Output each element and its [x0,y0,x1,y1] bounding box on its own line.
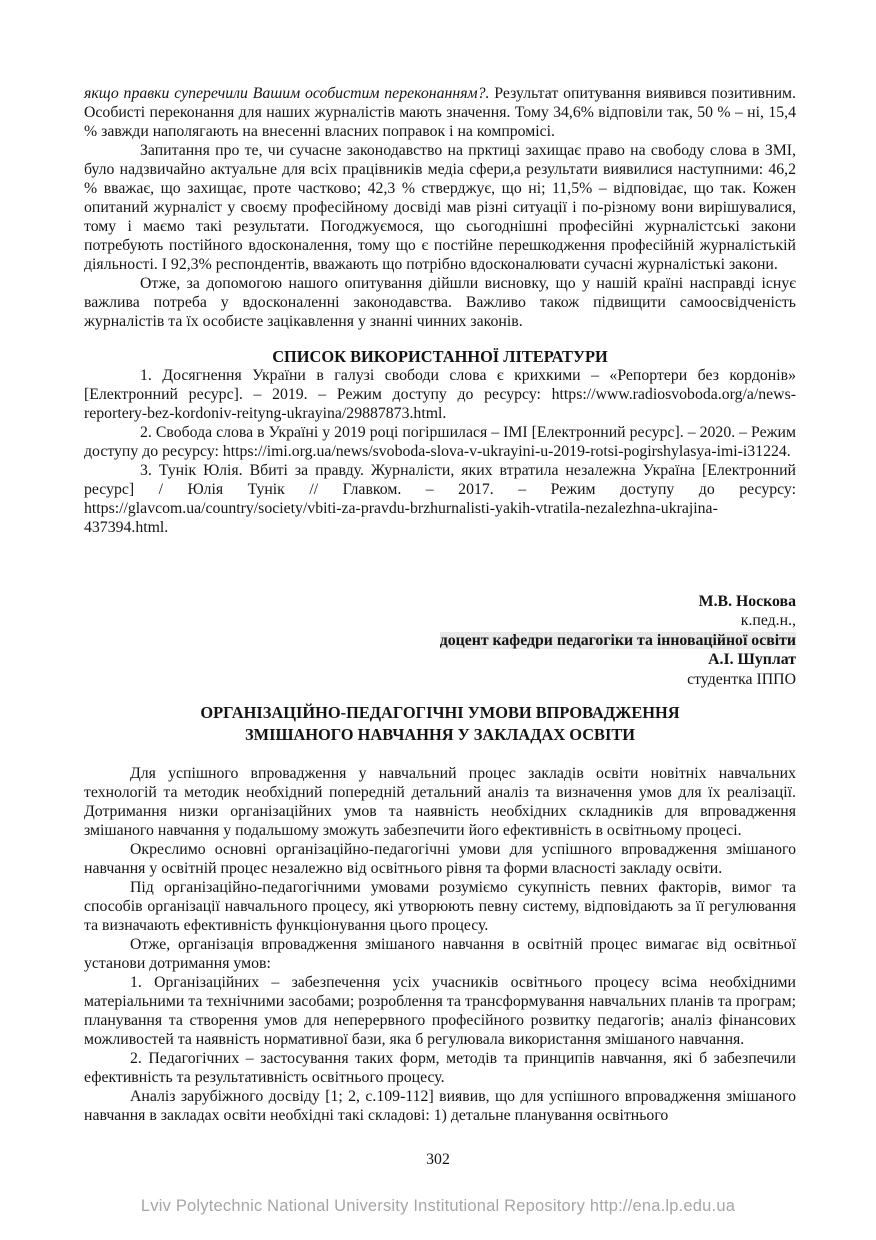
author-name-shuplat: А.І. Шуплат [708,651,796,669]
intro-paragraph-3: Отже, за допомогою нашого опитування дійшли висновку, що у нашій країні насправді існує важлива потреба у вдосконаленні законодавства. Важливо також підвищити самоосвідченість журналістів та їх особисте зацікавлення у знанні чинних законів. [84,275,796,330]
author-status: студентка ІППО [687,670,796,688]
intro-paragraph-2: Запитання про те, чи сучасне законодавство на прктиці захищає право на свободу слова в ЗМІ, було надзвичайно актуальне для всіх працівників медіа сфери,а результати виявилися наступними: 46,2 % вважає, що захищає, проте частково; 42,3 % стверджує, що ні; 11,5% – відповідає, що так. Кожен опитаний журналіст у своєму професійному досвіді мав різні ситуації і по-різному вони вирішувалися, тому і маємо такі результати. Погоджуємося, що сьогоднішні професійні журналістські закони потребують постійного вдосконалення, тому що є постійне перешкодження професійній журналістькій діяльності. І 92,3% респондентів, вважають що потрібно вдосконалювати сучасні журналістькі закони. [84,142,796,273]
references-heading: СПИСОК ВИКОРИСТАННОЇ ЛІТЕРАТУРИ [272,347,608,366]
page-content [84,84,796,1125]
author-block [84,592,796,689]
reference-item-2: 2. Свобода слова в Україні у 2019 році погіршилася – ІМІ [Електронний ресурс]. – 2020. – Режим доступу до ресурсу: https://imi.org.ua/news/svoboda-slova-v-ukrayini-u-2019-rotsi-pogirshylasya-imi-i31224. [84,424,796,460]
article-title-line-2: ЗМІШАНОГО НАВЧАННЯ У ЗАКЛАДАХ ОСВІТИ [244,725,636,745]
reference-item-1: 1. Досягнення України в галузі свободи слова є крихкими – «Репортери без кордонів» [Електронний ресурс]. – 2019. – Режим доступу до ресурсу: https://www.radiosvoboda.org/a/news-reportery-bez-kordoniv-reityng-ukrayina/29887873.html. [84,367,796,422]
author-degree: к.пед.н., [740,612,796,630]
body-paragraph-4: Отже, організація впровадження змішаного навчання в освітній процес вимагає від освітньої установи дотримання умов: [84,936,796,973]
author-position [84,631,796,650]
intro-paragraph-1-rest: Результат опитування виявився позитивним. Особисті переконання для наших журналістів мають значення. Тому 34,6% відповіли так, 50 % – ні, 15,4 % завжди наполягають на внесенні власних поправок і на компромісі. [84,85,796,140]
intro-italic-lead: якщо правки суперечили Вашим особистим переконанням?. [84,85,490,102]
highlighted-position-text: доцент кафедри педагогіки та інноваційної освіти [439,631,796,649]
body-paragraph-2: Окреслимо основні організаційно-педагогічні умови для успішного впровадження змішаного навчання у освітній процес незалежно від освітнього рівня та форми власності закладу освіти. [84,841,796,878]
article-title-line-1: ОРГАНІЗАЦІЙНО-ПЕДАГОГІЧНІ УМОВИ ВПРОВАДЖЕННЯ [200,703,680,723]
reference-item-3: 3. Тунік Юлія. Вбиті за правду. Журналісти, яких втратила незалежна Україна [Електронний ресурс] / Юлія Тунік // Главком. – 2017. – Режим доступу до ресурсу: https://glavcom.ua/country/society/vbiti-za-pravdu-brzhurnalisti-yakih-vtratila-nezalezhna-ukrajina-437394.html. [84,462,796,536]
intro-paragraph-1 [84,84,796,141]
body-list-item-1: 1. Організаційних – забезпечення усіх учасників освітнього процесу всіма необхідними матеріальними та технічними засобами; розроблення та трансформування навчальних планів та програм; планування та створення умов для неперервного професійного розвитку педагогів; аналіз фінансових можливостей та наявність нормативної бази, яка б регулювала використання змішаного навчання. [84,974,796,1049]
body-paragraph-3: Під організаційно-педагогічними умовами розуміємо сукупність певних факторів, вимог та способів організації навчального процесу, які утворюють певну систему, відповідають за її регулювання та визначають ефективність функціонування цього процесу. [84,879,796,935]
body-paragraph-1: Для успішного впровадження у навчальний процес закладів освіти новітніх навчальних технологій та методик необхідний попередній детальний аналіз та визначення умов для їх реалізації. Дотримання низки організаційних умов та наявність необхідних складників для впровадження змішаного навчання у подальшому зможуть забезпечити його ефективність в освітньому процесі. [84,765,796,840]
body-list-item-2: 2. Педагогічних – застосування таких форм, методів та принципів навчання, які б забезпечили ефективність та результативність освітнього процесу. [84,1050,796,1087]
body-paragraph-5: Аналіз зарубіжного досвіду [1; 2, с.109-112] виявив, що для успішного впровадження змішаного навчання в закладах освіти необхідні такі складові: 1) детальне планування освітнього [84,1088,796,1125]
page-number: 302 [426,1151,450,1168]
repository-footer: Lviv Polytechnic National University Institutional Repository http://ena.lp.edu.ua [140,1197,736,1215]
author-name-noskova: М.В. Носкова [698,593,796,610]
article-title [84,702,796,746]
